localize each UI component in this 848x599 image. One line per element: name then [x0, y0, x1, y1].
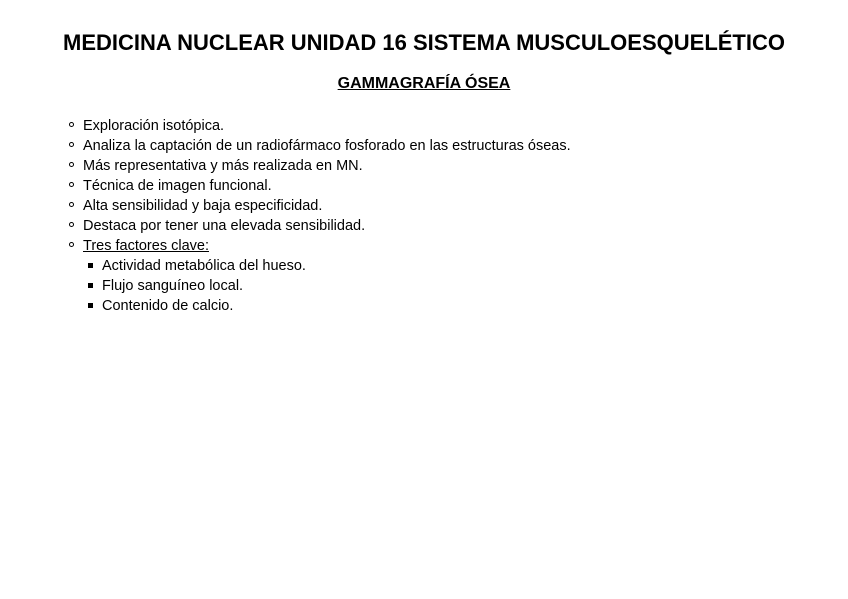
- sub-list-item: [67, 276, 571, 296]
- hollow-circle-bullet-icon: [69, 122, 74, 127]
- list-item: [67, 216, 571, 236]
- hollow-circle-bullet-icon: [69, 142, 74, 147]
- square-bullet-icon: [88, 283, 93, 288]
- sub-list-item-text: Actividad metabólica del hueso.: [102, 258, 306, 274]
- list-item-text: Exploración isotópica.: [83, 118, 225, 134]
- list-item-text: Técnica de imagen funcional.: [83, 178, 272, 194]
- sub-list-item-text: Contenido de calcio.: [102, 298, 234, 314]
- square-bullet-icon: [88, 263, 93, 268]
- list-item: [67, 156, 571, 176]
- sub-list-item: [67, 296, 571, 316]
- list-item-text: Destaca por tener una elevada sensibilidad.: [83, 218, 366, 234]
- section-subtitle: GAMMAGRAFÍA ÓSEA: [337, 75, 511, 92]
- sub-bullet-list: [67, 256, 571, 316]
- hollow-circle-bullet-icon: [69, 182, 74, 187]
- list-item-text: Analiza la captación de un radiofármaco fosforado en las estructuras óseas.: [83, 138, 571, 154]
- square-bullet-icon: [88, 303, 93, 308]
- sub-list-container: [67, 256, 571, 316]
- hollow-circle-bullet-icon: [69, 242, 74, 247]
- list-item: [67, 196, 571, 216]
- page-title: MEDICINA NUCLEAR UNIDAD 16 SISTEMA MUSCULOESQUELÉTICO: [63, 30, 785, 55]
- sub-list-item: [67, 256, 571, 276]
- sub-list-item-text: Flujo sanguíneo local.: [102, 278, 244, 294]
- hollow-circle-bullet-icon: [69, 222, 74, 227]
- list-item-text: Alta sensibilidad y baja especificidad.: [83, 198, 323, 214]
- list-item: [67, 136, 571, 156]
- hollow-circle-bullet-icon: [69, 162, 74, 167]
- list-item-text: Más representativa y más realizada en MN.: [83, 158, 363, 174]
- hollow-circle-bullet-icon: [69, 202, 74, 207]
- key-factors-heading: Tres factores clave:: [83, 238, 209, 254]
- list-item: [67, 236, 571, 256]
- list-item: [67, 176, 571, 196]
- bullet-list: [67, 116, 571, 316]
- list-item: [67, 116, 571, 136]
